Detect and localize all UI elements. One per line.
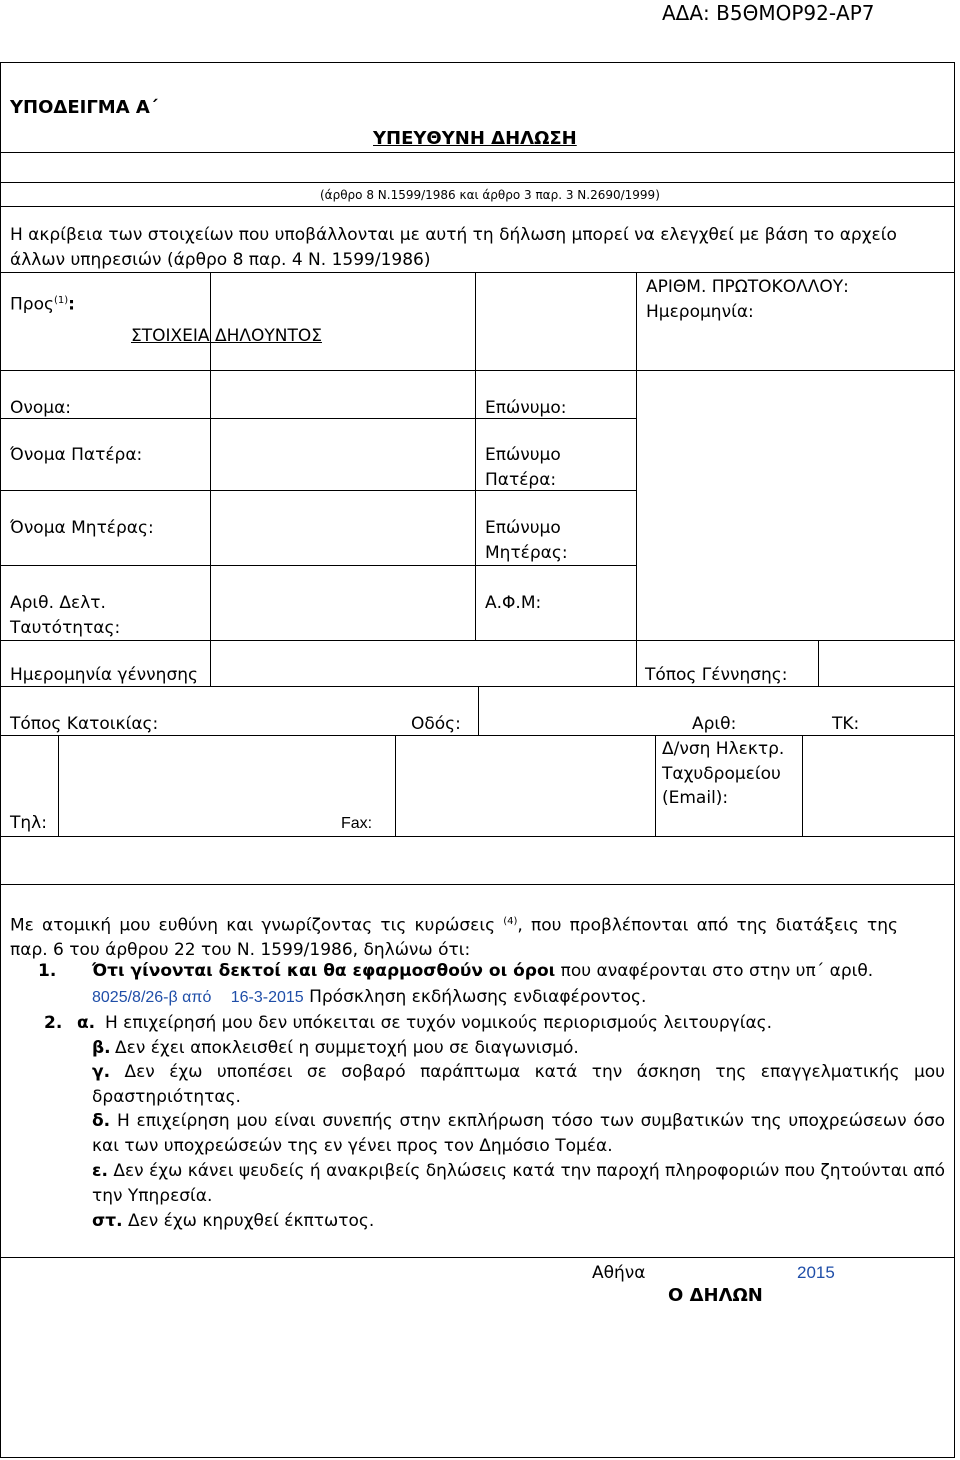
footnote-1: (1) <box>53 295 69 306</box>
mother-name-label: Όνομα Μητέρας: <box>10 518 154 538</box>
reference-number-field[interactable]: 8025/8/26-β από <box>92 989 212 1006</box>
item-1-text: Ότι γίνονται δεκτοί και θα εφαρμοσθούν οι όροι που αναφέρονται στο στην υπ΄ αριθ. <box>92 961 874 981</box>
father-name-label: Όνομα Πατέρα: <box>10 445 143 465</box>
form-title: ΥΠΕΥΘΥΝΗ ΔΗΛΩΣΗ <box>373 128 577 149</box>
email-label: Δ/νση Ηλεκτρ. Ταχυδρομείου (Email): <box>662 739 785 808</box>
residence-label: Τόπος Κατοικίας: <box>10 714 159 734</box>
footnote-4: (4) <box>503 916 518 927</box>
surname-label: Επώνυμο: <box>485 398 567 418</box>
to-label: Προς$^{(1)}$: <box>10 294 75 315</box>
protocol-date-label: Ημερομηνία: <box>646 302 754 322</box>
accuracy-note: Η ακρίβεια των στοιχείων που υποβάλλονται με αυτή τη δήλωση μπορεί να ελεγχθεί με βάση το αρχείο άλλων υπηρεσιών (άρθρο 8 παρ. 4 Ν. 1599/1986) <box>10 225 897 270</box>
id-number-field[interactable] <box>211 566 474 639</box>
item-2d: δ. Η επιχείρηση μου είναι συνεπής στην εκπλήρωση τόσο των συμβατικών της υποχρεώσεων όσο και των υποχρεώσεών της εν γένει προς τον Δημόσιο Τομέα. <box>92 1111 946 1156</box>
father-surname-label: Επώνυμο Πατέρα: <box>485 445 561 490</box>
email-field[interactable] <box>803 736 953 835</box>
item-2st: στ. Δεν έχω κηρυχθεί έκπτωτος. <box>92 1211 375 1231</box>
birth-place-field[interactable] <box>819 641 953 685</box>
id-number-label: Αριθ. Δελτ. Ταυτότητας: <box>10 593 121 638</box>
first-name-label: Ονομα: <box>10 398 72 418</box>
father-name-field[interactable] <box>211 419 474 489</box>
recipient-field[interactable] <box>211 273 474 369</box>
reference-date-field[interactable]: 16-3-2015 <box>230 989 304 1006</box>
birth-place-label: Τόπος Γέννησης: <box>645 665 788 685</box>
law-reference: (άρθρο 8 Ν.1599/1986 και άρθρο 3 παρ. 3 Ν.2690/1999) <box>320 188 660 202</box>
fax-label: Fax: <box>341 815 373 832</box>
first-name-field[interactable] <box>211 371 474 417</box>
item-2b-label: β. <box>92 1038 111 1058</box>
birth-date-field[interactable] <box>211 641 635 685</box>
mother-surname-label: Επώνυμο Μητέρας: <box>485 518 568 563</box>
signature-area[interactable] <box>560 1310 860 1440</box>
item-1-number: 1. <box>38 961 57 981</box>
item-2a-text: Η επιχείρησή μου δεν υπόκειται σε τυχόν νομικούς περιορισμούς λειτουργίας. <box>105 1013 773 1033</box>
item-2g: γ. Δεν έχω υποπέσει σε σοβαρό παράπτωμα κατά την άσκηση της επαγγελματικής μου δραστηριότητας. <box>92 1062 946 1107</box>
sample-label: ΥΠΟΔΕΙΓΜΑ Α΄ <box>10 97 158 118</box>
mother-name-field[interactable] <box>211 491 474 564</box>
number-label: Αριθ: <box>692 714 737 734</box>
afm-label: Α.Φ.Μ: <box>485 593 542 613</box>
signature-year-field[interactable]: 2015 <box>797 1263 835 1282</box>
surname-values-field[interactable] <box>637 371 953 639</box>
signature-declarant: Ο ΔΗΛΩΝ <box>668 1285 763 1306</box>
item-2-number: 2. <box>44 1013 63 1033</box>
item-1-reference: 8025/8/26-β από 16-3-2015 Πρόσκληση εκδήλωσης ενδιαφέροντος. <box>92 987 647 1007</box>
ada-code: ΑΔΑ: Β5ΘΜΟΡ92-ΑΡ7 <box>662 1 875 25</box>
street-label: Οδός: <box>411 714 461 734</box>
fax-field[interactable] <box>396 736 654 835</box>
phone-label: Τηλ: <box>10 813 47 833</box>
item-2e: ε. Δεν έχω κάνει ψευδείς ή ανακριβείς δηλώσεις κατά την παροχή πληροφοριών που ζητούνται από την Υπηρεσία. <box>92 1161 945 1206</box>
declarant-section-title: ΣΤΟΙΧΕΙΑ ΔΗΛΟΥΝΤΟΣ <box>131 326 322 346</box>
item-2a-label: α. <box>77 1013 96 1033</box>
item-2b-text: Δεν έχει αποκλεισθεί η συμμετοχή μου σε διαγωνισμό. <box>115 1038 579 1058</box>
postcode-label: ΤΚ: <box>832 714 860 734</box>
signature-place: Αθήνα <box>592 1263 646 1283</box>
declaration-intro: Με ατομική μου ευθύνη και γνωρίζοντας τις κυρώσεις $^{(4)}$, που προβλέπονται από της διατάξεις της παρ. 6 του άρθρου 22 του Ν. 1599/1986, δηλώνω ότι: <box>10 915 899 961</box>
birth-date-label: Ημερομηνία γέννησης <box>10 665 198 685</box>
protocol-number-label: ΑΡΙΘΜ. ΠΡΩΤΟΚΟΛΛΟΥ: <box>646 277 849 297</box>
